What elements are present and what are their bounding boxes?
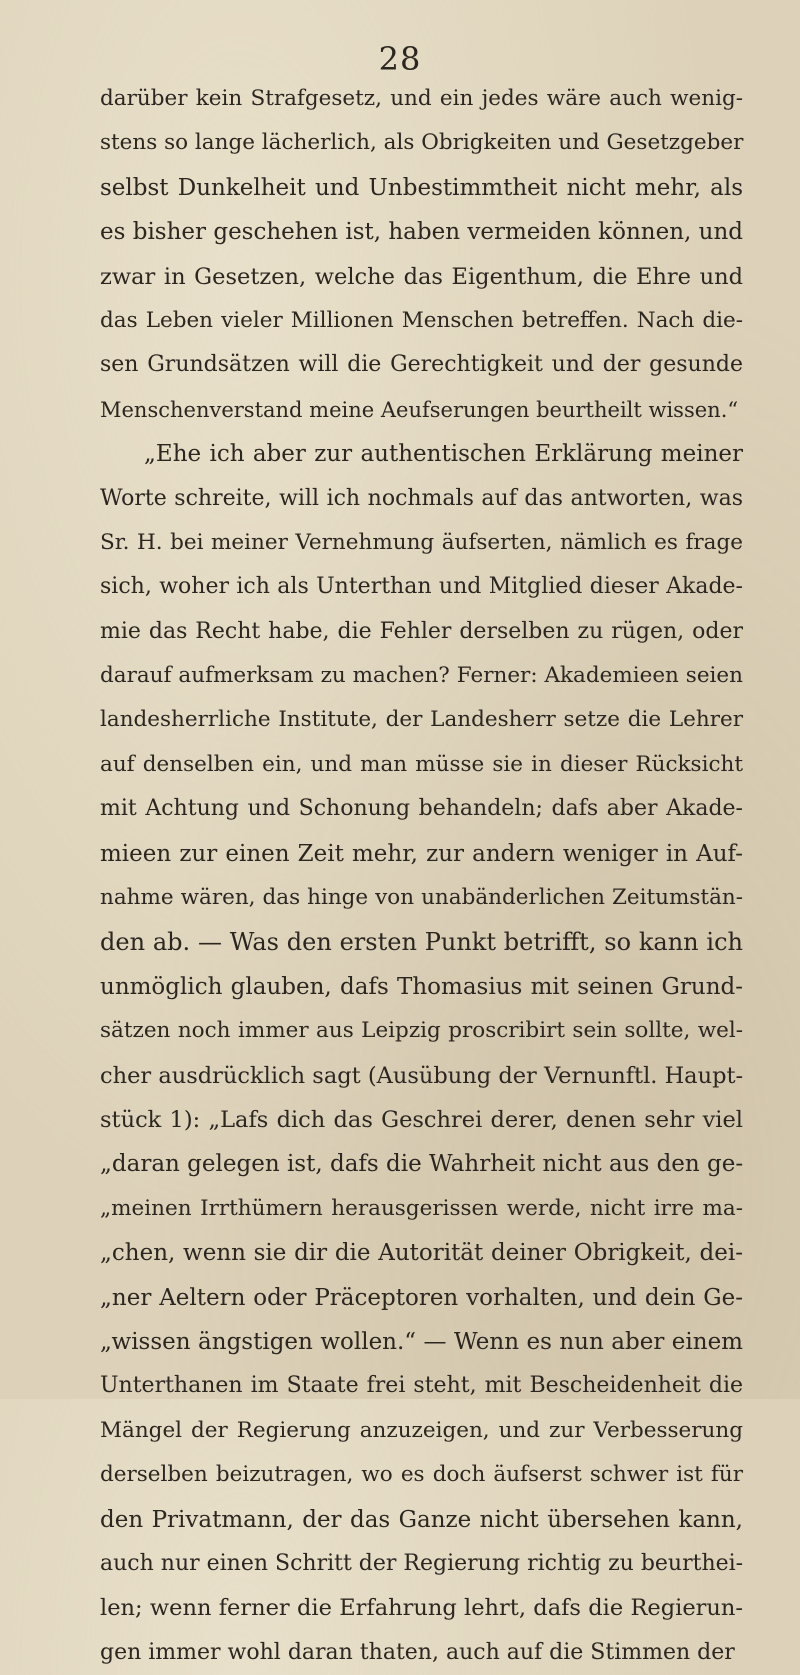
text-line: darauf aufmerksam zu machen? Ferner: Akademieen seien bbox=[100, 663, 743, 689]
text-line: derselben beizutragen, wo es doch äufserst schwer ist für bbox=[100, 1462, 743, 1488]
text-line: unmöglich glauben, dafs Thomasius mit seinen Grund- bbox=[100, 973, 743, 1000]
text-line: es bisher geschehen ist, haben vermeiden können, und bbox=[100, 219, 743, 246]
text-line: den ab. — Was den ersten Punkt betrifft, so kann ich bbox=[100, 928, 743, 957]
text-line: mieen zur einen Zeit mehr, zur andern weniger in Auf- bbox=[100, 840, 743, 867]
text-line: cher ausdrücklich sagt (Ausübung der Vernunftl. Haupt- bbox=[100, 1062, 744, 1089]
text-line: len; wenn ferner die Erfahrung lehrt, dafs die Regierun- bbox=[100, 1595, 743, 1622]
text-line: den Privatmann, der das Ganze nicht übersehen kann, bbox=[100, 1506, 743, 1533]
text-line: darüber kein Strafgesetz, und ein jedes wäre auch wenig- bbox=[100, 86, 743, 111]
text-line: selbst Dunkelheit und Unbestimmtheit nicht mehr, als bbox=[100, 174, 743, 201]
text-line: Unterthanen im Staate frei steht, mit Bescheidenheit die bbox=[100, 1373, 743, 1399]
text-line: landesherrliche Institute, der Landesherr setze die Lehrer bbox=[100, 707, 743, 733]
text-line: mit Achtung und Schonung behandeln; dafs aber Akade- bbox=[100, 796, 743, 822]
text-line: mie das Recht habe, die Fehler derselben zu rügen, oder bbox=[100, 618, 743, 644]
text-line: sätzen noch immer aus Leipzig proscribirt sein sollte, wel- bbox=[100, 1018, 743, 1044]
text-line: auch nur einen Schritt der Regierung richtig zu beurthei- bbox=[100, 1550, 744, 1576]
text-line: sen Grundsätzen will die Gerechtigkeit und der gesunde bbox=[100, 352, 743, 378]
text-line: Menschenverstand meine Aeufserungen beurtheilt wissen.“ bbox=[100, 397, 739, 422]
text-line: zwar in Gesetzen, welche das Eigenthum, die Ehre und bbox=[100, 263, 743, 290]
text-line: stens so lange lächerlich, als Obrigkeiten und Gesetzgeber bbox=[100, 130, 744, 156]
page-number: 28 bbox=[378, 40, 422, 78]
text-line: „wissen ängstigen wollen.“ — Wenn es nun aber einem bbox=[100, 1328, 743, 1355]
text-line: sich, woher ich als Unterthan und Mitglied dieser Akade- bbox=[100, 574, 743, 600]
text-line: „Ehe ich aber zur authentischen Erklärung meiner bbox=[144, 441, 743, 468]
text-line: gen immer wohl daran thaten, auch auf die Stimmen der bbox=[100, 1639, 735, 1665]
text-line: Mängel der Regierung anzuzeigen, und zur Verbesserung bbox=[100, 1417, 743, 1443]
text-line: das Leben vieler Millionen Menschen betreffen. Nach die- bbox=[100, 307, 743, 333]
text-line: Worte schreite, will ich nochmals auf das antworten, was bbox=[100, 485, 743, 511]
text-line: „daran gelegen ist, dafs die Wahrheit nicht aus den ge- bbox=[100, 1151, 744, 1178]
text-line: „chen, wenn sie dir die Autorität deiner Obrigkeit, dei- bbox=[100, 1240, 743, 1267]
text-line: auf denselben ein, und man müsse sie in dieser Rücksicht bbox=[100, 751, 743, 777]
text-line: „ner Aeltern oder Präceptoren vorhalten, und dein Ge- bbox=[100, 1284, 743, 1311]
text-line: Sr. H. bei meiner Vernehmung äufserten, nämlich es frage bbox=[100, 529, 743, 555]
text-line: nahme wären, das hinge von unabänderlichen Zeitumstän- bbox=[100, 885, 743, 911]
text-line: stück 1): „Lafs dich das Geschrei derer, denen sehr viel bbox=[100, 1106, 743, 1133]
text-line: „meinen Irrthümern herausgerissen werde, nicht irre ma- bbox=[100, 1195, 743, 1221]
body-text bbox=[100, 77, 743, 1675]
